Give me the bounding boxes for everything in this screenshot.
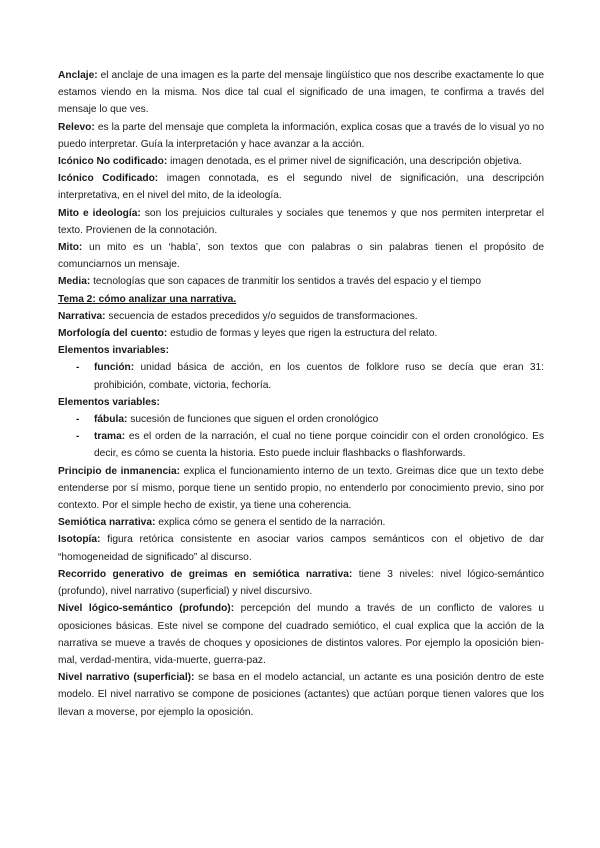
term-anclaje: Anclaje: (58, 70, 98, 81)
paragraph-iconico-codificado (58, 170, 544, 204)
definition-funcion: unidad básica de acción, en los cuentos de folklore ruso se decía que eran 31: prohibición, combate, victoria, fechoría. (94, 362, 544, 391)
term-iconico-codificado: Icónico Codificado: (58, 173, 159, 185)
dash-bullet: - (76, 362, 80, 374)
invariables-title: Elementos invariables: (58, 345, 169, 357)
definition-narrativa: secuencia de estados precedidos y/o seguidos de transformaciones. (105, 310, 418, 322)
paragraph-mito (58, 239, 544, 273)
term-morfologia: Morfología del cuento: (58, 328, 168, 340)
term-trama: trama: (94, 431, 126, 443)
paragraph-isotopia (58, 531, 544, 565)
definition-relevo: es la parte del mensaje que completa la información, explica cosas que a través de lo visual yo no puedo interpretar. Guía la interpretación y hace avanzar a la acción. (58, 121, 544, 150)
definition-iconico-no-codificado: imagen denotada, es el primer nivel de significación, una descripción objetiva. (167, 156, 522, 168)
section-title: Tema 2: cómo analizar una narrativa. (58, 293, 237, 305)
document-page (58, 67, 544, 721)
paragraph-inmanencia (58, 463, 544, 515)
definition-recorrido-generativo: tiene 3 niveles: nivel lógico-semántico (profundo), nivel narrativo (superficial) y nivel discursivo. (58, 568, 544, 598)
term-nivel-narrativo: Nivel narrativo (superficial): (58, 672, 195, 684)
paragraph-anclaje (58, 67, 544, 119)
definition-media: tecnologías que son capaces de tranmitir los sentidos a través del espacio y el tiempo (90, 276, 482, 288)
definition-mito-ideologia: son los prejuicios culturales y sociales que tenemos y que nos permiten interpretar el texto. Provienen de la connotación. (58, 207, 544, 236)
term-mito-ideologia: Mito e ideología: (58, 207, 141, 219)
definition-inmanencia: explica el funcionamiento interno de un texto. Greimas dice que un texto debe entenderse por sí mismo, porque tiene un sentido propio, no entenderlo por conocimiento previo, sino por contexto. Por el simple hecho de existir, ya tiene una coherencia. (58, 465, 544, 512)
definition-mito: un mito es un ‘habla’, son textos que con palabras o sin palabras tienen el propósito de comunciarnos un mensaje. (58, 242, 544, 271)
variables-list (58, 411, 544, 463)
paragraph-iconico-no-codificado (58, 153, 544, 170)
paragraph-mito-ideologia (58, 205, 544, 239)
definition-iconico-codificado: imagen connotada, es el segundo nivel de significación, una descripción interpretativa, en el nivel del mito, de la ideología. (58, 173, 544, 202)
term-nivel-logico-semantico: Nivel lógico-semántico (profundo): (58, 603, 235, 615)
definition-morfologia: estudio de formas y leyes que rigen la estructura del relato. (167, 328, 438, 340)
term-relevo: Relevo: (58, 121, 95, 133)
term-fabula: fábula: (94, 414, 128, 426)
term-funcion: función: (94, 362, 135, 374)
paragraph-morfologia (58, 325, 544, 342)
definition-isotopia: figura retórica consistente en asociar varios campos semánticos con el objetivo de dar “homogeneidad de significado” al discurso. (58, 534, 544, 563)
dash-bullet: - (76, 414, 80, 426)
definition-nivel-logico-semantico: percepción del mundo a través de un conflicto de valores u oposiciones básicas. Este nivel se compone del cuadrado semiótico, el cual explica que la acción de la narrativa se mueve a través de choques y oposiciones de distintos valores. Por ejemplo la oposición bien-mal, verdad-mentira, vida-muerte, guerra-paz. (58, 603, 545, 666)
paragraph-relevo (58, 119, 544, 153)
paragraph-media (58, 273, 544, 290)
definition-nivel-narrativo: se basa en el modelo actancial, un actante es una posición dentro de este modelo. El nivel narrativo se compone de posiciones (actantes) que actúan porque tienen valores que los llevan a moverse, por ejemplo la oposición. (58, 672, 545, 718)
term-iconico-no-codificado: Icónico No codificado: (58, 156, 168, 168)
variables-title: Elementos variables: (58, 396, 160, 408)
term-recorrido-generativo: Recorrido generativo de greimas en semiótica narrativa: (58, 568, 353, 580)
term-semiotica-narrativa: Semiótica narrativa: (58, 517, 156, 529)
definition-semiotica-narrativa: explica cómo se genera el sentido de la narración. (155, 517, 386, 529)
definition-fabula: sucesión de funciones que siguen el orden cronológico (127, 414, 379, 426)
term-isotopia: Isotopía: (58, 534, 101, 546)
paragraph-recorrido-generativo (58, 566, 544, 600)
term-mito: Mito: (58, 242, 83, 254)
definition-trama: es el orden de la narración, el cual no tiene porque coincidir con el orden cronológico. Es decir, es cómo se cuenta la historia. Esto puede incluir flashbacks o flashforwards. (94, 431, 544, 460)
paragraph-nivel-logico-semantico (58, 600, 544, 669)
term-media: Media: (58, 276, 91, 288)
term-inmanencia: Principio de inmanencia: (58, 465, 181, 477)
list-item (58, 428, 544, 462)
paragraph-nivel-narrativo (58, 669, 544, 721)
paragraph-semiotica-narrativa (58, 514, 544, 531)
list-item (58, 359, 544, 393)
definition-anclaje: el anclaje de una imagen es la parte del mensaje lingüístico que nos describe exactamente lo que estamos viendo en la misma. Nos dice tal cual el significado de una imagen, te confirma a través del mensaje lo que ves. (58, 70, 544, 116)
list-item (58, 411, 544, 428)
paragraph-narrativa (58, 308, 544, 325)
dash-bullet: - (76, 431, 80, 443)
invariables-list (58, 359, 544, 393)
term-narrativa: Narrativa: (58, 310, 106, 322)
